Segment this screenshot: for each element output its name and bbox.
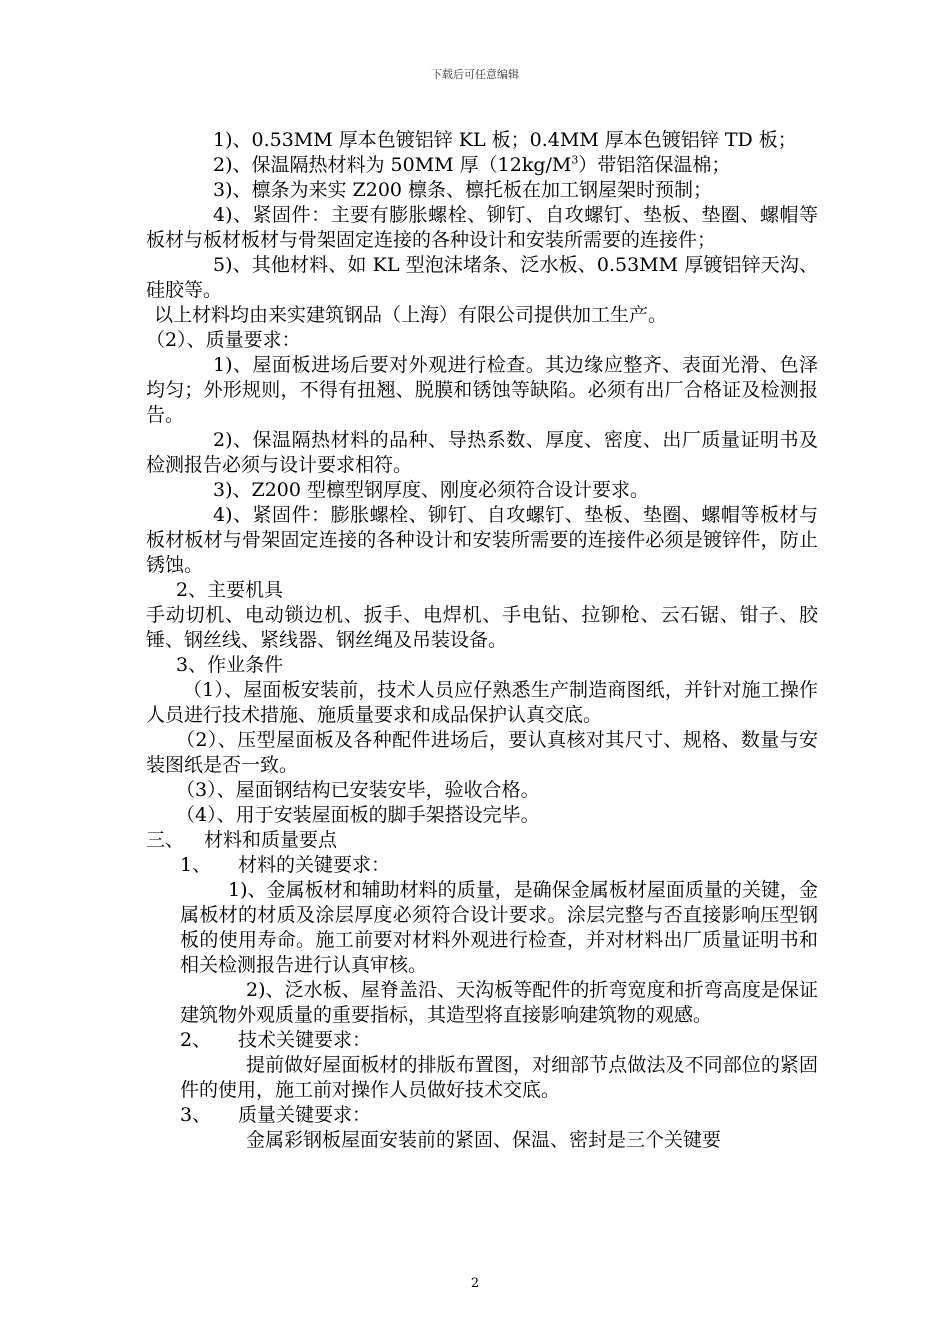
document-body <box>146 128 818 1153</box>
key-3-heading <box>180 1103 818 1128</box>
key-3-text: 金属彩钢板屋面安装前的紧固、保温、密封是三个关键要 <box>246 1129 722 1151</box>
condition-item-2: （2）、压型屋面板及各种配件进场后，要认真核对其尺寸、规格、数量与安装图纸是否一致。 <box>146 729 818 776</box>
material-item-2 <box>146 153 818 178</box>
condition-item-3: （3）、屋面钢结构已安装安毕，验收合格。 <box>176 779 540 801</box>
quality-item-2: 2)、保温隔热材料的品种、导热系数、厚度、密度、出厂质量证明书及检测报告必须与设计要求相符。 <box>146 429 818 476</box>
material-item-1: 1)、0.53MM 厚本色镀铝锌 KL 板；0.4MM 厚本色镀铝锌 TD 板； <box>213 129 797 151</box>
section-3-heading <box>146 828 818 853</box>
quality-heading: （2）、质量要求： <box>146 329 301 351</box>
key-1-item-2: 2)、泛水板、屋脊盖沿、天沟板等配件的折弯宽度和折弯高度是保证建筑物外观质量的重要指标，其造型将直接影响建筑物的观感。 <box>180 979 818 1026</box>
page-header-note: 下载后可任意编辑 <box>431 68 519 81</box>
section-3-title: 材料和质量要点 <box>204 829 338 851</box>
material-item-3: 3)、檩条为来实 Z200 檩条、檩托板在加工钢屋架时预制； <box>213 179 713 201</box>
quality-item-3: 3)、Z200 型檩型钢厚度、刚度必须符合设计要求。 <box>213 479 650 501</box>
key-3-number: 3、 <box>180 1104 212 1126</box>
key-2-number: 2、 <box>180 1029 212 1051</box>
condition-item-1: （1）、屋面板安装前，技术人员应仔熟悉生产制造商图纸，并针对施工操作人员进行技术措施、施质量要求和成品保护认真交底。 <box>146 679 818 726</box>
key-1-number: 1、 <box>180 854 212 876</box>
conditions-heading: 3、作业条件 <box>176 654 284 676</box>
key-1-title: 材料的关键要求： <box>238 854 391 876</box>
material-item-4: 4)、紧固件：主要有膨胀螺栓、铆钉、自攻螺钉、垫板、垫圈、螺帽等板材与板材板材与骨架固定连接的各种设计和安装所需要的连接件； <box>146 204 818 251</box>
tools-list: 手动切机、电动锁边机、扳手、电焊机、手电钻、拉铆枪、云石锯、钳子、胶锤、钢丝线、紧线器、钢丝绳及吊装设备。 <box>146 604 818 651</box>
superscript: 3 <box>571 153 579 167</box>
material-item-5: 5)、其他材料、如 KL 型泡沫堵条、泛水板、0.53MM 厚镀铝锌天沟、硅胶等。 <box>146 254 818 301</box>
key-2-heading <box>180 1028 818 1053</box>
page-number: 2 <box>470 1276 480 1291</box>
key-1-heading <box>180 853 818 878</box>
tools-heading: 2、主要机具 <box>176 579 284 601</box>
supplier-note: 以上材料均由来实建筑钢品（上海）有限公司提供加工生产。 <box>154 304 668 326</box>
key-3-title: 质量关键要求： <box>238 1104 372 1126</box>
quality-item-1: 1)、屋面板进场后要对外观进行检查。其边缘应整齐、表面光滑、色泽均匀；外形规则，不得有扭翘、脱膜和锈蚀等缺陷。必须有出厂合格证及检测报告。 <box>146 354 818 426</box>
section-3-number: 三、 <box>146 829 185 851</box>
key-1-item-1: 1)、金属板材和辅助材料的质量，是确保金属板材屋面质量的关键，金属板材的材质及涂层厚度必须符合设计要求。涂层完整与否直接影响压型钢板的使用寿命。施工前要对材料外观进行检查，并对材料出厂质量证明书和相关检测报告进行认真审核。 <box>180 879 818 976</box>
condition-item-4: （4）、用于安装屋面板的脚手架搭设完毕。 <box>176 804 540 826</box>
key-2-text: 提前做好屋面板材的排版布置图，对细部节点做法及不同部位的紧固件的使用，施工前对操作人员做好技术交底。 <box>180 1054 818 1101</box>
key-2-title: 技术关键要求： <box>238 1029 372 1051</box>
material-item-2-text: 2)、保温隔热材料为 50MM 厚（12kg/M <box>213 154 572 176</box>
quality-item-4: 4)、紧固件：膨胀螺栓、铆钉、自攻螺钉、垫板、垫圈、螺帽等板材与板材板材与骨架固定连接的各种设计和安装所需要的连接件必须是镀锌件，防止锈蚀。 <box>146 504 818 576</box>
material-item-2-tail: ）带铝箔保温棉； <box>578 154 731 176</box>
